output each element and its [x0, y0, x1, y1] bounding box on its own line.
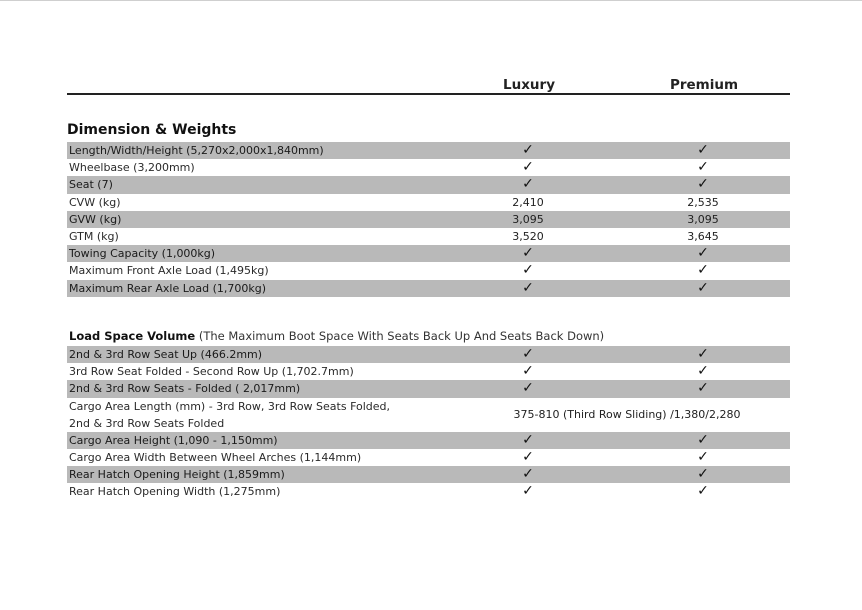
check-icon: ✓: [697, 176, 709, 193]
check-icon: ✓: [522, 245, 534, 262]
dimensions-table: [67, 142, 790, 297]
row-label: Length/Width/Height (5,270x2,000x1,840mm): [69, 144, 324, 157]
row-label: Maximum Front Axle Load (1,495kg): [69, 264, 269, 278]
check-icon: ✓: [522, 363, 534, 380]
check-icon: ✓: [522, 142, 534, 158]
check-icon: ✓: [697, 465, 709, 482]
section-title-dimensions: Dimension & Weights: [67, 122, 237, 138]
table-row: [67, 262, 790, 279]
luxury-value: 3,095: [512, 212, 544, 226]
table-row: [67, 280, 790, 297]
table-row: [67, 483, 790, 500]
check-icon: ✓: [697, 380, 709, 397]
check-icon: ✓: [697, 346, 709, 362]
row-label: 2nd & 3rd Row Seats - Folded ( 2,017mm): [69, 382, 301, 396]
premium-value: 3,645: [687, 229, 719, 243]
check-icon: ✓: [697, 159, 709, 176]
check-icon: ✓: [522, 279, 534, 296]
check-icon: ✓: [697, 142, 709, 158]
row-label: Seat (7): [69, 178, 113, 192]
row-label: CVW (kg): [69, 195, 121, 209]
check-icon: ✓: [522, 159, 534, 176]
row-label: Cargo Area Width Between Wheel Arches (1,144mm): [69, 450, 362, 464]
section-title-note: (The Maximum Boot Space With Seats Back Up And Seats Back Down): [195, 329, 605, 343]
section-title-bold: Load Space Volume: [69, 329, 196, 343]
check-icon: ✓: [697, 448, 709, 465]
table-row: [67, 398, 790, 432]
luxury-value: 3,520: [512, 229, 544, 243]
check-icon: ✓: [697, 279, 709, 296]
check-icon: ✓: [522, 431, 534, 448]
check-icon: ✓: [522, 483, 534, 500]
row-label: Rear Hatch Opening Width (1,275mm): [69, 485, 281, 499]
check-icon: ✓: [522, 448, 534, 465]
top-border: [0, 0, 862, 1]
check-icon: ✓: [697, 262, 709, 279]
check-icon: ✓: [697, 431, 709, 448]
luxury-value: 2,410: [512, 195, 544, 209]
section-title-load-space: [69, 329, 604, 343]
table-row: [67, 245, 790, 262]
premium-value: 2,535: [687, 195, 719, 209]
check-icon: ✓: [522, 380, 534, 397]
table-row: [67, 380, 790, 397]
row-label: 2nd & 3rd Row Seat Up (466.2mm): [69, 348, 263, 361]
check-icon: ✓: [522, 262, 534, 279]
row-label-line1: Cargo Area Length (mm) - 3rd Row, 3rd Row Seats Folded,: [69, 399, 391, 413]
check-icon: ✓: [522, 346, 534, 362]
table-row: [67, 466, 790, 483]
row-label: GTM (kg): [69, 229, 119, 243]
check-icon: ✓: [522, 176, 534, 193]
combined-value: 375-810 (Third Row Sliding) /1,380/2,280: [513, 407, 741, 421]
column-header-premium: Premium: [669, 77, 739, 93]
column-header-luxury: Luxury: [503, 77, 555, 93]
check-icon: ✓: [697, 363, 709, 380]
row-label: [69, 398, 390, 432]
row-label-line2: 2nd & 3rd Row Seats Folded: [69, 416, 225, 430]
table-row: [67, 449, 790, 466]
table-row: [67, 363, 790, 380]
table-row: [67, 176, 790, 193]
row-label: GVW (kg): [69, 212, 122, 226]
row-label: Rear Hatch Opening Height (1,859mm): [69, 467, 285, 481]
row-label: Towing Capacity (1,000kg): [69, 247, 216, 261]
table-row: [67, 211, 790, 228]
table-row: [67, 228, 790, 245]
row-label: Cargo Area Height (1,090 - 1,150mm): [69, 433, 278, 447]
premium-value: 3,095: [687, 212, 719, 226]
table-row: [67, 159, 790, 176]
check-icon: ✓: [697, 245, 709, 262]
check-icon: ✓: [697, 483, 709, 500]
table-row: [67, 346, 790, 363]
table-row: [67, 432, 790, 449]
row-label: Wheelbase (3,200mm): [69, 161, 195, 175]
load-space-table: [67, 346, 790, 500]
check-icon: ✓: [522, 465, 534, 482]
table-row: [67, 142, 790, 159]
row-label: Maximum Rear Axle Load (1,700kg): [69, 281, 267, 295]
row-label: 3rd Row Seat Folded - Second Row Up (1,702.7mm): [69, 365, 354, 379]
table-row: [67, 194, 790, 211]
header-divider: [67, 93, 790, 95]
